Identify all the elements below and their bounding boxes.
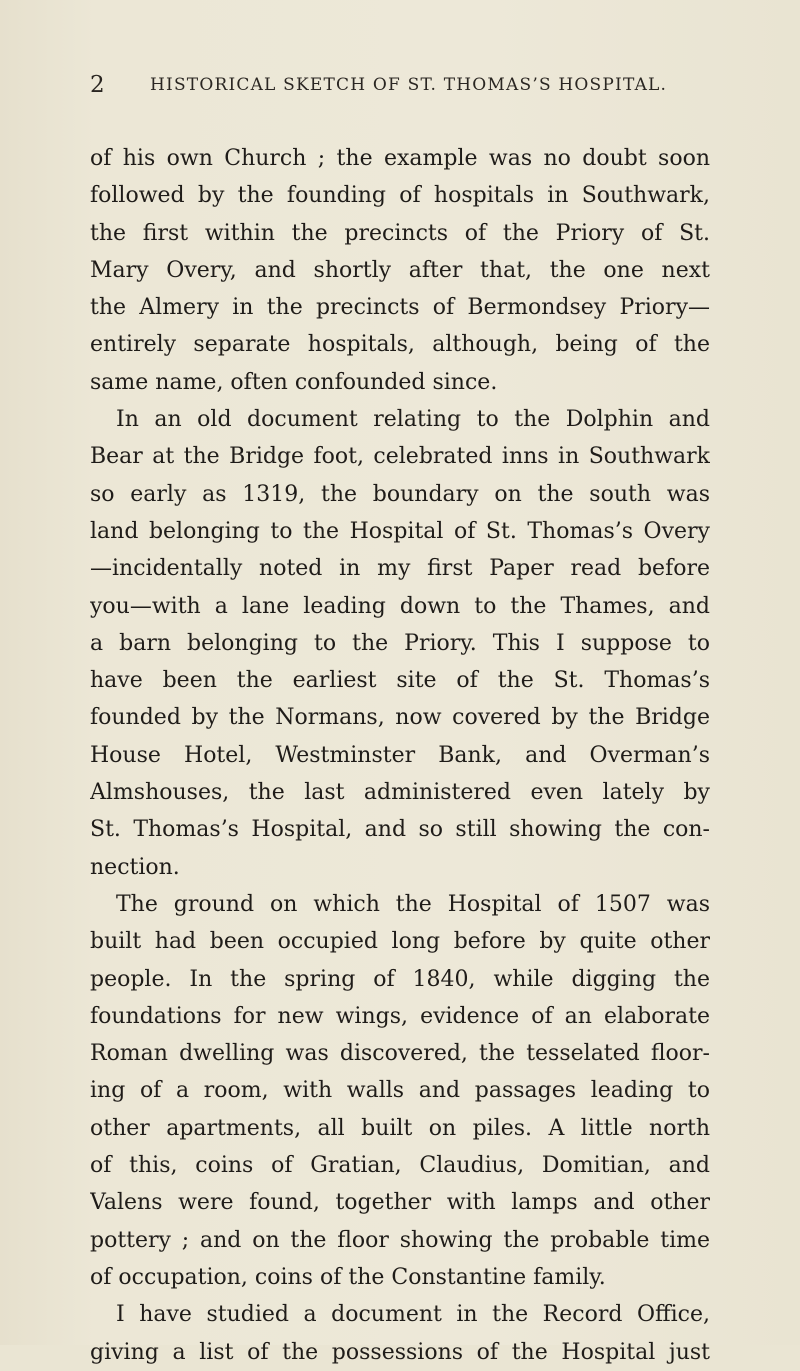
text-line: Valens were found, together with lamps and other: [90, 1190, 710, 1216]
text-line: —incidentally noted in my first Paper read before: [90, 556, 710, 582]
text-line: built had been occupied long before by quite other: [90, 929, 710, 955]
text-line: foundations for new wings, evidence of an elaborate: [90, 1003, 710, 1029]
text-line: have been the earliest site of the St. Thomas’s: [90, 668, 710, 694]
text-line: entirely separate hospitals, although, being of the: [90, 332, 710, 358]
text-line: of occupation, coins of the Constantine family.: [90, 1264, 606, 1290]
text-line: you—with a lane leading down to the Thames, and: [90, 593, 710, 619]
text-line: same name, often confounded since.: [90, 369, 498, 395]
running-title: HISTORICAL SKETCH OF ST. THOMAS’S HOSPITAL.: [150, 75, 668, 95]
text-line: the Almery in the precincts of Bermondsey Priory—: [90, 295, 710, 321]
text-line: people. In the spring of 1840, while digging the: [90, 966, 710, 992]
text-line: pottery ; and on the floor showing the probable time: [90, 1227, 710, 1253]
running-head: [90, 72, 710, 112]
text-line: so early as 1319, the boundary on the south was: [90, 481, 710, 507]
text-line: of his own Church ; the example was no doubt soon: [90, 146, 710, 171]
text-line: giving a list of the possessions of the Hospital just: [90, 1339, 710, 1365]
text-line: House Hotel, Westminster Bank, and Overman’s: [90, 742, 710, 768]
text-line: followed by the founding of hospitals in Southwark,: [90, 183, 710, 209]
text-line: of this, coins of Gratian, Claudius, Domitian, and: [90, 1153, 710, 1179]
text-line: a barn belonging to the Priory. This I suppose to: [90, 630, 710, 656]
text-line: Almshouses, the last administered even lately by: [90, 780, 710, 806]
text-line: The ground on which the Hospital of 1507 was: [116, 891, 710, 917]
text-line: Mary Overy, and shortly after that, the one next: [90, 257, 710, 283]
text-line: St. Thomas’s Hospital, and so still showing the con-: [90, 817, 710, 843]
text-line: Bear at the Bridge foot, celebrated inns in Southwark: [90, 444, 710, 470]
text-line: land belonging to the Hospital of St. Thomas’s Overy: [90, 518, 710, 544]
text-line: the first within the precincts of the Priory of St.: [90, 220, 710, 246]
text-line: other apartments, all built on piles. A little north: [90, 1115, 710, 1141]
text-line: ing of a room, with walls and passages leading to: [90, 1078, 710, 1104]
text-line: I have studied a document in the Record Office,: [116, 1302, 710, 1328]
text-line: In an old document relating to the Dolphin and: [116, 407, 710, 433]
body-text: [90, 140, 710, 1371]
text-line: Roman dwelling was discovered, the tesselated floor-: [90, 1041, 710, 1067]
text-line: founded by the Normans, now covered by the Bridge: [90, 705, 710, 731]
page-number: 2: [90, 72, 105, 98]
text-line: nection.: [90, 854, 180, 880]
